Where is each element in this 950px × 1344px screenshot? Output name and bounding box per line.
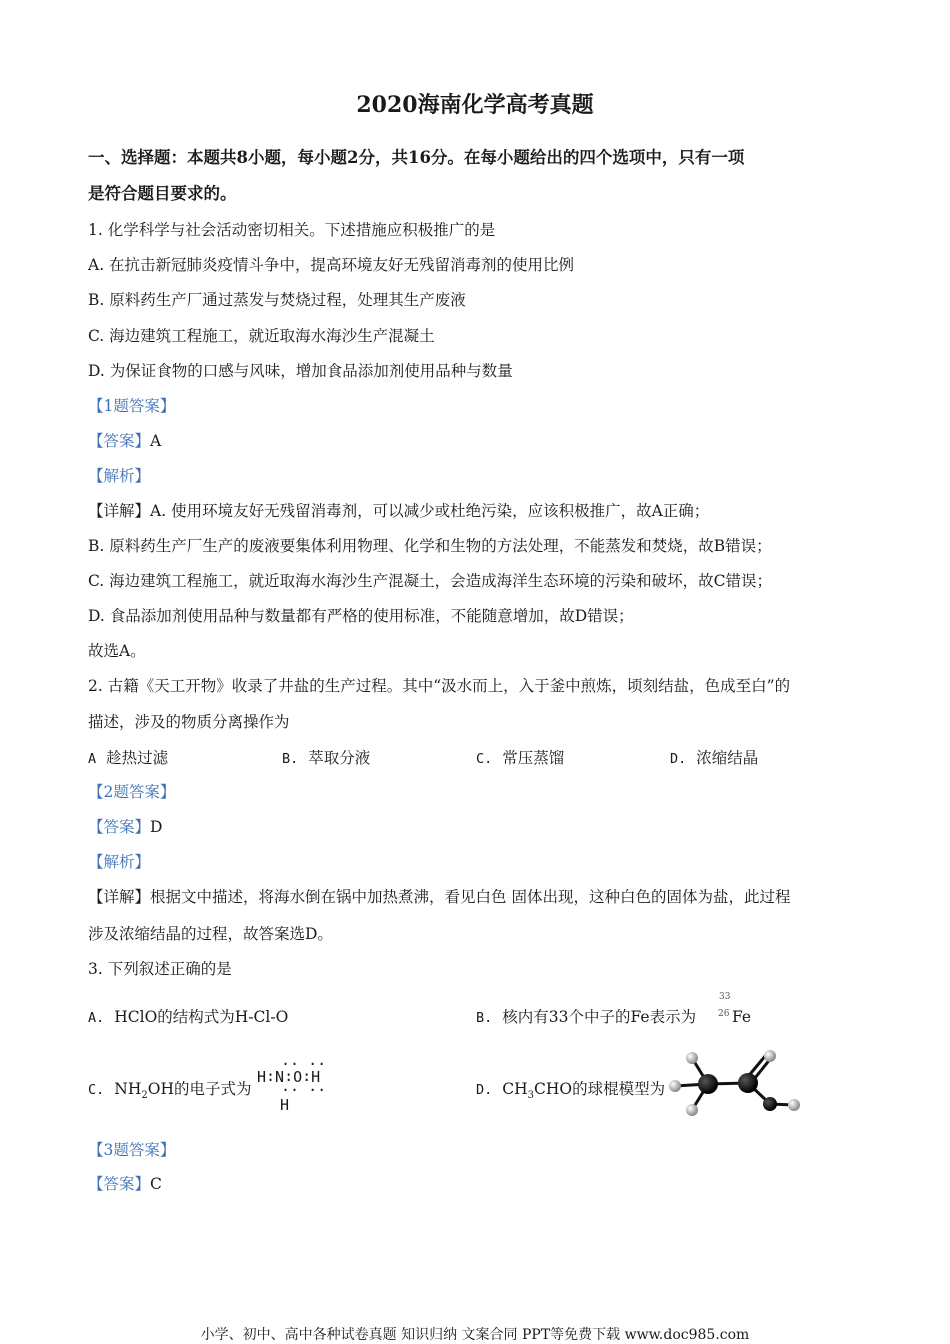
q1-detail-3: C. 海边建筑工程施工，就近取海水海沙生产混凝土，会造成海洋生态环境的污染和破坏，故C错误； [88, 572, 773, 590]
answer-value: A [150, 432, 162, 450]
hydrogen-atom [686, 1104, 698, 1116]
lewis-bottom-h: H [280, 1096, 290, 1114]
lewis-dots-bottom: ·· ·· [281, 1081, 327, 1099]
option-letter: B. [476, 1010, 493, 1026]
q1-stem: 1. 化学科学与社会活动密切相关。下述措施应积极推广的是 [88, 221, 496, 239]
q2-stem-1: 2. 古籍《天工开物》收录了井盐的生产过程。其中“汲水而上，入于釜中煎炼，顷刻结盐，色成至白”的 [88, 677, 791, 695]
q2-detail-1 [88, 886, 790, 908]
hydrogen-atom [788, 1099, 800, 1111]
answer-value: D [150, 818, 163, 836]
formula-subscript: 2 [141, 1090, 148, 1102]
q3-option-b [476, 1006, 696, 1029]
option-letter: B. [282, 751, 299, 767]
option-text: HClO的结构式为H-Cl-O [114, 1008, 289, 1026]
isotope-mass-number: 33 [719, 992, 731, 1002]
detail-text: A. 使用环境友好无残留消毒剂，可以减少或杜绝污染，应该积极推广，故A正确； [150, 502, 710, 520]
page-title: 2020海南化学高考真题 [356, 92, 594, 118]
option-text: 趁热过滤 [106, 749, 169, 767]
lewis-formula: H∶N∶O∶H [257, 1068, 321, 1086]
ball-and-stick-model [666, 1046, 806, 1120]
option-letter: C. [88, 1082, 105, 1098]
formula-part: NH [114, 1080, 142, 1098]
q2-analysis-header: 【解析】 [88, 853, 151, 871]
q3-stem: 3. 下列叙述正确的是 [88, 960, 232, 978]
carbon-atom [698, 1074, 718, 1094]
q3-answer [88, 1173, 162, 1195]
q3-answer-header: 【3题答案】 [88, 1141, 176, 1159]
q2-option-d [670, 747, 758, 770]
option-letter: A. [88, 1010, 105, 1026]
q1-detail-4: D. 食品添加剂使用品种与数量都有严格的使用标准，不能随意增加，故D错误； [88, 607, 634, 625]
option-text: 常压蒸馏 [502, 749, 565, 767]
q1-option-d: D. 为保证食物的口感与风味，增加食品添加剂使用品种与数量 [88, 362, 513, 380]
option-text: CHO的球棍模型为 [534, 1080, 666, 1098]
q2-detail-2: 涉及浓缩结晶的过程，故答案选D。 [88, 925, 333, 943]
detail-label: 【详解】 [88, 888, 151, 906]
answer-label: 【答案】 [88, 432, 151, 450]
option-text: 萃取分液 [308, 749, 371, 767]
q2-option-a [88, 747, 168, 770]
isotope-atomic-number: 26 [718, 1009, 730, 1019]
formula-part: CH [502, 1080, 528, 1098]
section-heading-line-2: 是符合题目要求的。 [88, 184, 237, 203]
hydrogen-atom [669, 1080, 681, 1092]
detail-text: 根据文中描述，将海水倒在锅中加热煮沸，看见白色 固体出现，这种白色的固体为盐，此过程 [150, 888, 791, 906]
q3-option-c [88, 1078, 251, 1107]
option-text: 核内有33个中子的Fe表示为 [502, 1008, 697, 1026]
formula-subscript: 3 [527, 1090, 535, 1102]
option-letter: D. [476, 1082, 493, 1098]
isotope-symbol: Fe [732, 1008, 752, 1026]
section-heading [88, 140, 868, 212]
detail-label: 【详解】 [88, 502, 151, 520]
oxygen-atom [763, 1097, 777, 1111]
answer-value: C [150, 1175, 162, 1193]
q3-option-a [88, 1006, 288, 1029]
q2-option-b [282, 747, 370, 770]
q3-option-d [476, 1078, 665, 1107]
option-letter: A [88, 751, 97, 767]
hydrogen-atom [686, 1052, 698, 1064]
q1-detail-2: B. 原料药生产厂生产的废液要集体利用物理、化学和生物的方法处理，不能蒸发和焚烧，故B错误； [88, 537, 772, 555]
option-letter: D. [670, 751, 687, 767]
page-footer: 小学、初中、高中各种试卷真题 知识归纳 文案合同 PPT等免费下载 www.doc985.com [200, 1327, 750, 1343]
lewis-dots-top: ·· ·· [281, 1055, 327, 1073]
q1-answer [88, 430, 161, 452]
q2-option-c [476, 747, 564, 770]
q2-answer [88, 816, 162, 838]
hydrogen-atom [764, 1050, 776, 1062]
answer-label: 【答案】 [88, 818, 151, 836]
q1-detail-5: 故选A。 [88, 642, 146, 660]
q1-detail-1 [88, 500, 709, 522]
answer-label: 【答案】 [88, 1175, 151, 1193]
q1-analysis-header: 【解析】 [88, 467, 151, 485]
q1-option-a: A. 在抗击新冠肺炎疫情斗争中，提高环境友好无残留消毒剂的使用比例 [88, 256, 575, 274]
q1-option-c: C. 海边建筑工程施工，就近取海水海沙生产混凝土 [88, 327, 435, 345]
carbon-atom [738, 1073, 758, 1093]
section-heading-line-1: 一、选择题：本题共8小题，每小题2分，共16分。在每小题给出的四个选项中，只有一项 [88, 148, 745, 167]
q1-answer-header: 【1题答案】 [88, 397, 176, 415]
q1-option-b: B. 原料药生产厂通过蒸发与焚烧过程，处理其生产废液 [88, 291, 466, 309]
option-letter: C. [476, 751, 493, 767]
q2-stem-2: 描述，涉及的物质分离操作为 [88, 713, 290, 731]
option-text: 浓缩结晶 [696, 749, 759, 767]
option-text: OH的电子式为 [147, 1080, 252, 1098]
q2-answer-header: 【2题答案】 [88, 783, 176, 801]
